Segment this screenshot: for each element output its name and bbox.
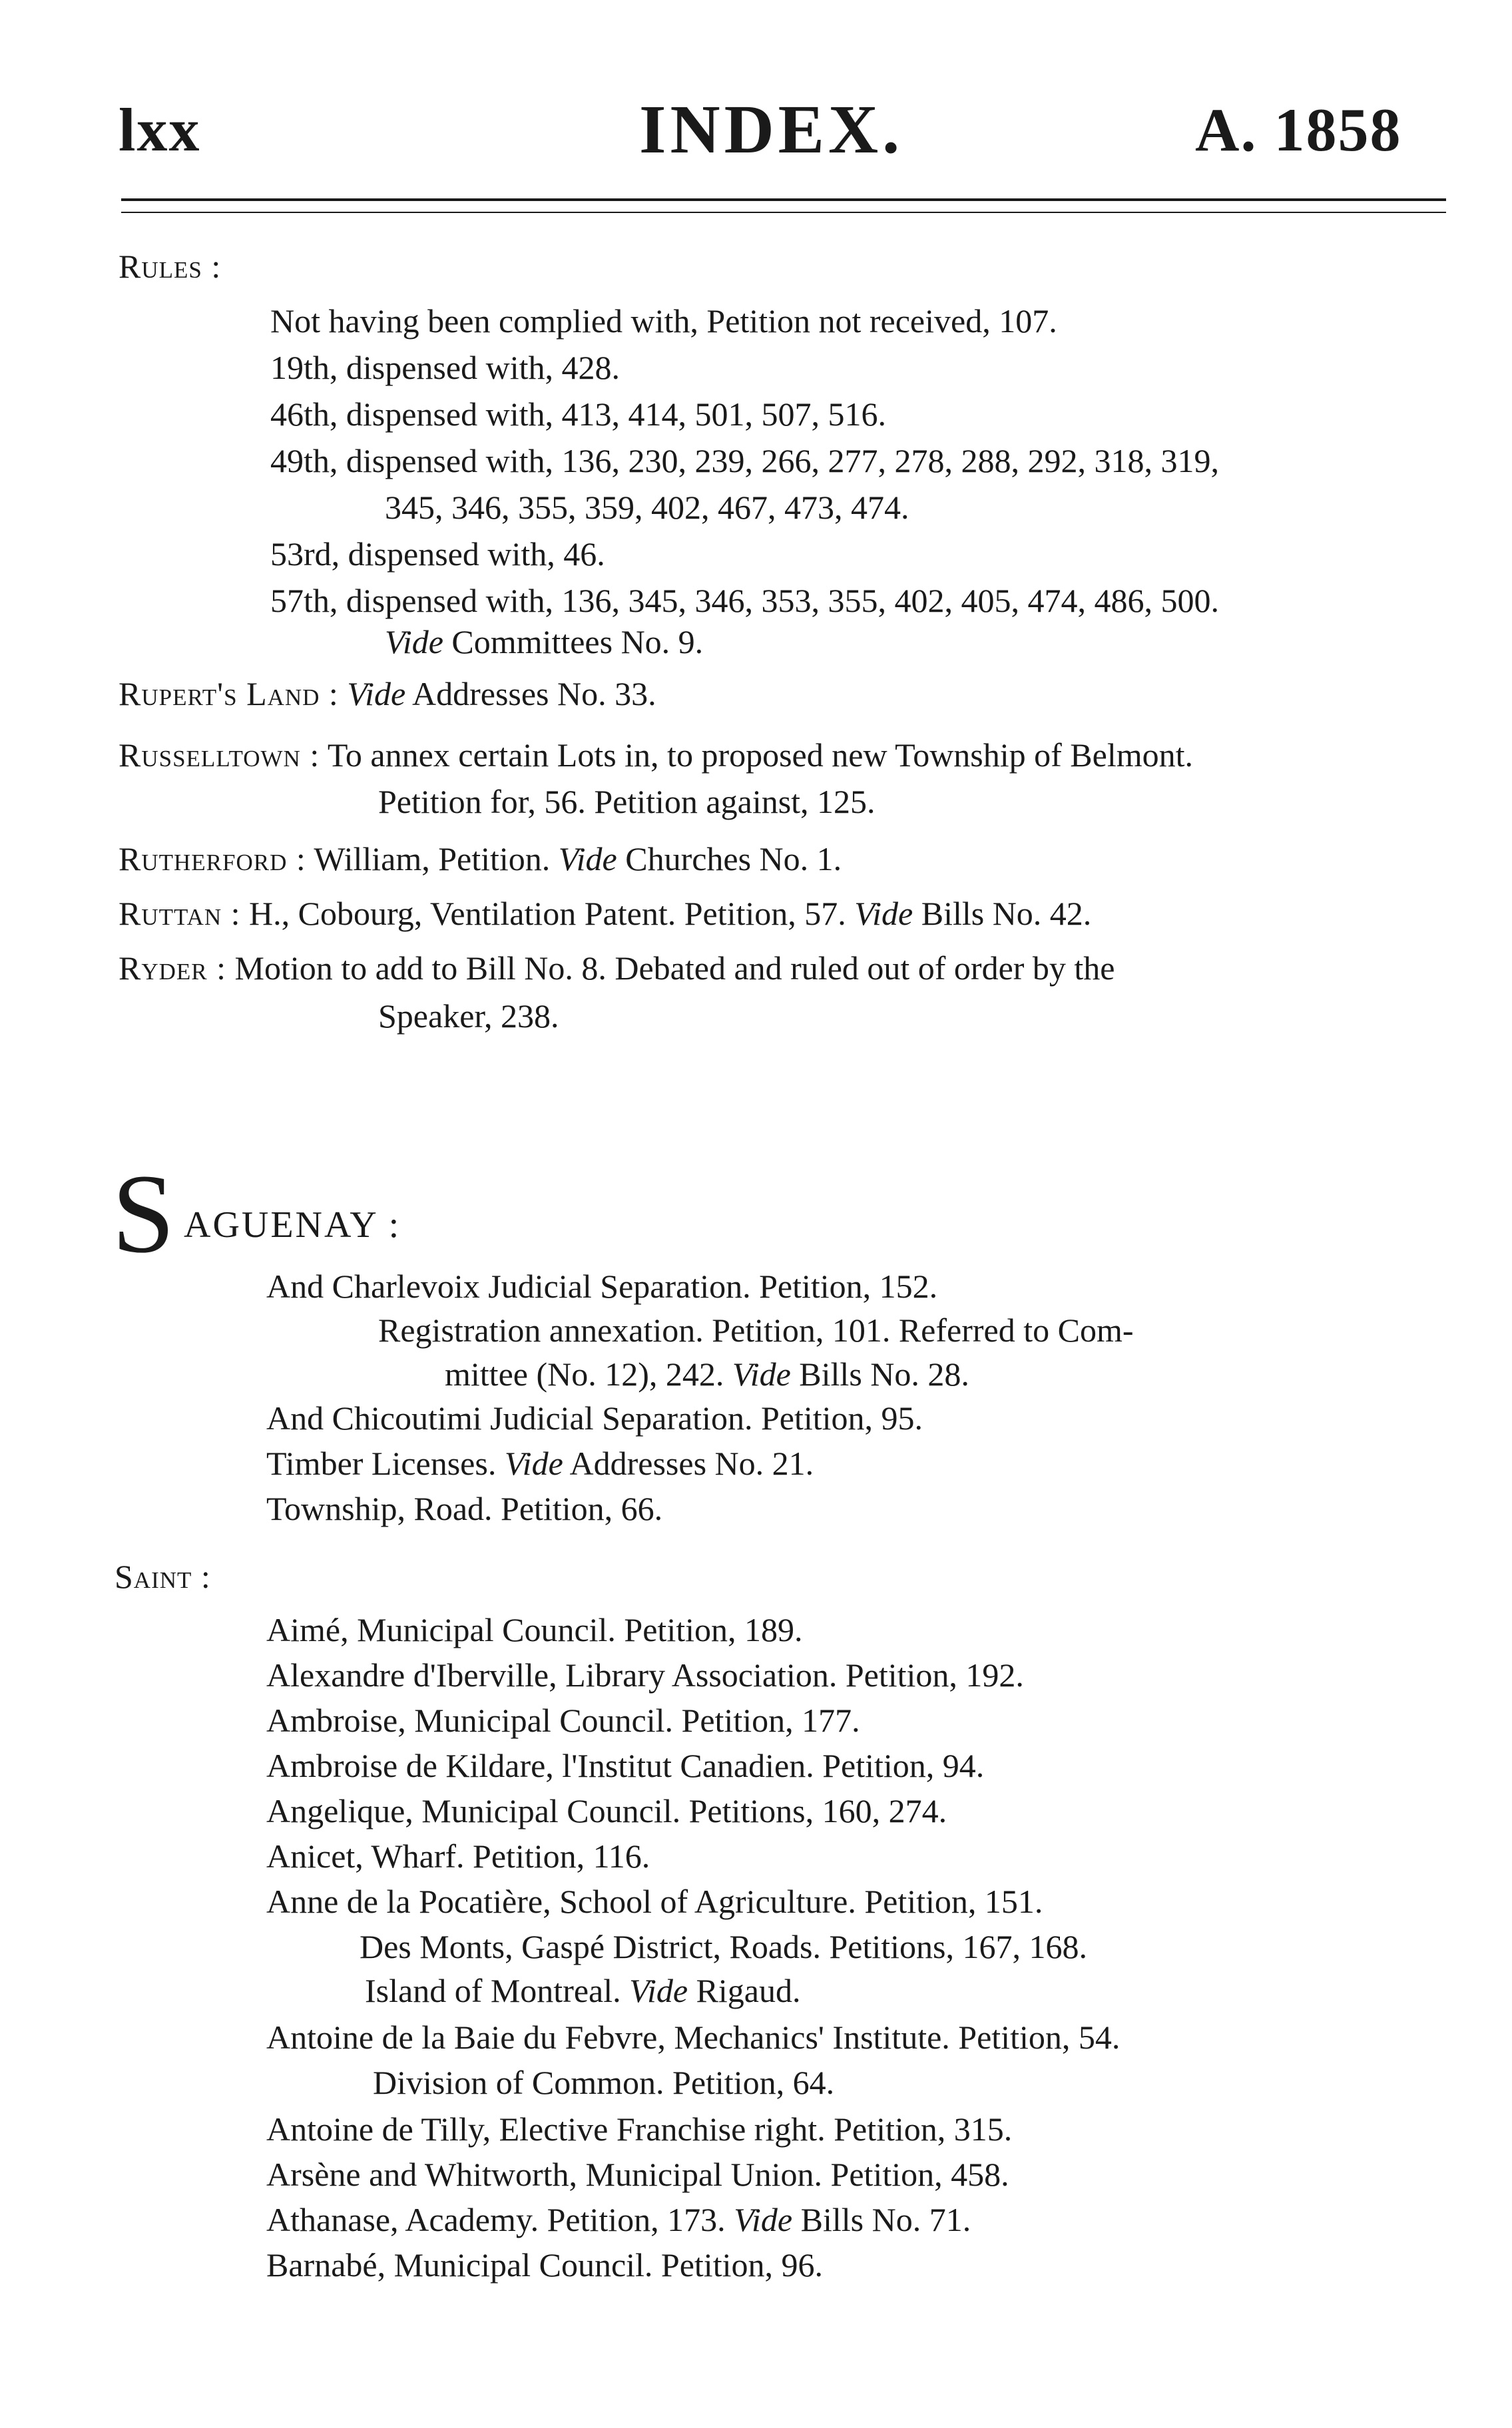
saint-line: Arsène and Whitworth, Municipal Union. Petition, 458. xyxy=(266,2156,1009,2193)
entry-heading: Rupert's Land : xyxy=(119,675,339,712)
entry-heading: Ryder : xyxy=(119,949,227,987)
saint-line: Anicet, Wharf. Petition, 116. xyxy=(266,1837,650,1875)
rules-line: 53rd, dispensed with, 46. xyxy=(270,535,605,573)
vide-label: Vide xyxy=(732,1355,791,1393)
entry-heading: Rutherford : xyxy=(119,840,306,877)
entry-russelltown xyxy=(119,734,1193,776)
saint-line: Ambroise, Municipal Council. Petition, 177. xyxy=(266,1702,860,1739)
saint-line: Angelique, Municipal Council. Petitions, 160, 274. xyxy=(266,1792,947,1829)
entry-ryder xyxy=(119,947,1115,989)
vide-label: Vide xyxy=(385,623,443,660)
saint-line: Barnabé, Municipal Council. Petition, 96. xyxy=(266,2246,823,2284)
vide-label: Vide xyxy=(558,840,617,877)
entry-text: Motion to add to Bill No. 8. Debated and ruled out of order by the xyxy=(234,949,1115,987)
vide-label: Vide xyxy=(734,2201,793,2238)
saint-line: Des Monts, Gaspé District, Roads. Petitions, 167, 168. xyxy=(360,1928,1088,1965)
entry-heading: Russelltown : xyxy=(119,736,320,774)
entry-heading-saguenay: AGUENAY : xyxy=(184,1204,401,1246)
saguenay-line: And Charlevoix Judicial Separation. Petition, 152. xyxy=(266,1268,938,1305)
saguenay-line: Registration annexation. Petition, 101. Referred to Com- xyxy=(378,1312,1134,1349)
vide-label: Vide xyxy=(629,1972,688,2009)
saint-line: Aimé, Municipal Council. Petition, 189. xyxy=(266,1611,803,1648)
saguenay-line: And Chicoutimi Judicial Separation. Petition, 95. xyxy=(266,1399,923,1437)
vide-reference: Addresses No. 21. xyxy=(569,1445,814,1482)
vide-label: Vide xyxy=(504,1445,563,1482)
vide-reference: Churches No. 1. xyxy=(625,840,842,877)
page-year: A. 1858 xyxy=(1195,96,1402,164)
saint-line xyxy=(266,2198,971,2241)
line-text: Timber Licenses. xyxy=(266,1445,497,1482)
vide-reference: Bills No. 28. xyxy=(799,1355,969,1393)
vide-reference: Bills No. 42. xyxy=(921,895,1092,932)
saint-line: Antoine de la Baie du Febvre, Mechanics' Institute. Petition, 54. xyxy=(266,2019,1121,2056)
line-text: Athanase, Academy. Petition, 173. xyxy=(266,2201,726,2238)
vide-reference: Addresses No. 33. xyxy=(412,675,656,712)
entry-heading: Ruttan : xyxy=(119,895,241,932)
vide-reference: Rigaud. xyxy=(696,1972,801,2009)
entry-heading-saint: Saint : xyxy=(115,1558,211,1595)
saguenay-line xyxy=(445,1353,969,1395)
entry-ruttan xyxy=(119,892,1091,935)
vide-label: Vide xyxy=(854,895,913,932)
rules-line: 57th, dispensed with, 136, 345, 346, 353, 355, 402, 405, 474, 486, 500. xyxy=(270,582,1219,619)
vide-reference: Committees No. 9. xyxy=(451,623,704,660)
rules-line: 19th, dispensed with, 428. xyxy=(270,349,620,386)
page-title: INDEX. xyxy=(639,91,904,168)
header-rule-thin xyxy=(121,212,1446,213)
saint-line: Antoine de Tilly, Elective Franchise right. Petition, 315. xyxy=(266,2110,1013,2148)
rules-line: 345, 346, 355, 359, 402, 467, 473, 474. xyxy=(385,489,909,526)
saint-line xyxy=(365,1969,800,2012)
line-text: Island of Montreal. xyxy=(365,1972,621,2009)
rules-line: 49th, dispensed with, 136, 230, 239, 266, 277, 278, 288, 292, 318, 319, xyxy=(270,442,1219,479)
saguenay-line: Township, Road. Petition, 66. xyxy=(266,1490,663,1527)
rules-line: Not having been complied with, Petition not received, 107. xyxy=(270,302,1057,340)
entry-continuation: Petition for, 56. Petition against, 125. xyxy=(378,783,876,820)
rules-line: 46th, dispensed with, 413, 414, 501, 507, 516. xyxy=(270,395,886,433)
entry-ruperts-land xyxy=(119,672,656,715)
entry-text: To annex certain Lots in, to proposed new Township of Belmont. xyxy=(327,736,1194,774)
header-rule-thick xyxy=(121,198,1446,201)
saint-line: Anne de la Pocatière, School of Agriculture. Petition, 151. xyxy=(266,1883,1043,1920)
entry-heading-rules: Rules : xyxy=(119,248,222,285)
entry-rutherford xyxy=(119,838,842,880)
saint-line: Alexandre d'Iberville, Library Association. Petition, 192. xyxy=(266,1656,1024,1694)
saint-line: Ambroise de Kildare, l'Institut Canadien. Petition, 94. xyxy=(266,1747,985,1784)
rules-vide-line xyxy=(385,620,703,663)
saguenay-line xyxy=(266,1442,814,1485)
saint-line: Division of Common. Petition, 64. xyxy=(373,2064,835,2101)
entry-text: H., Cobourg, Ventilation Patent. Petition, 57. xyxy=(249,895,846,932)
entry-text: William, Petition. xyxy=(314,840,551,877)
vide-label: Vide xyxy=(347,675,406,712)
entry-continuation: Speaker, 238. xyxy=(378,997,559,1035)
page-folio: lxx xyxy=(119,96,201,164)
section-initial-s: S xyxy=(112,1151,175,1276)
line-text: mittee (No. 12), 242. xyxy=(445,1355,724,1393)
vide-reference: Bills No. 71. xyxy=(800,2201,971,2238)
